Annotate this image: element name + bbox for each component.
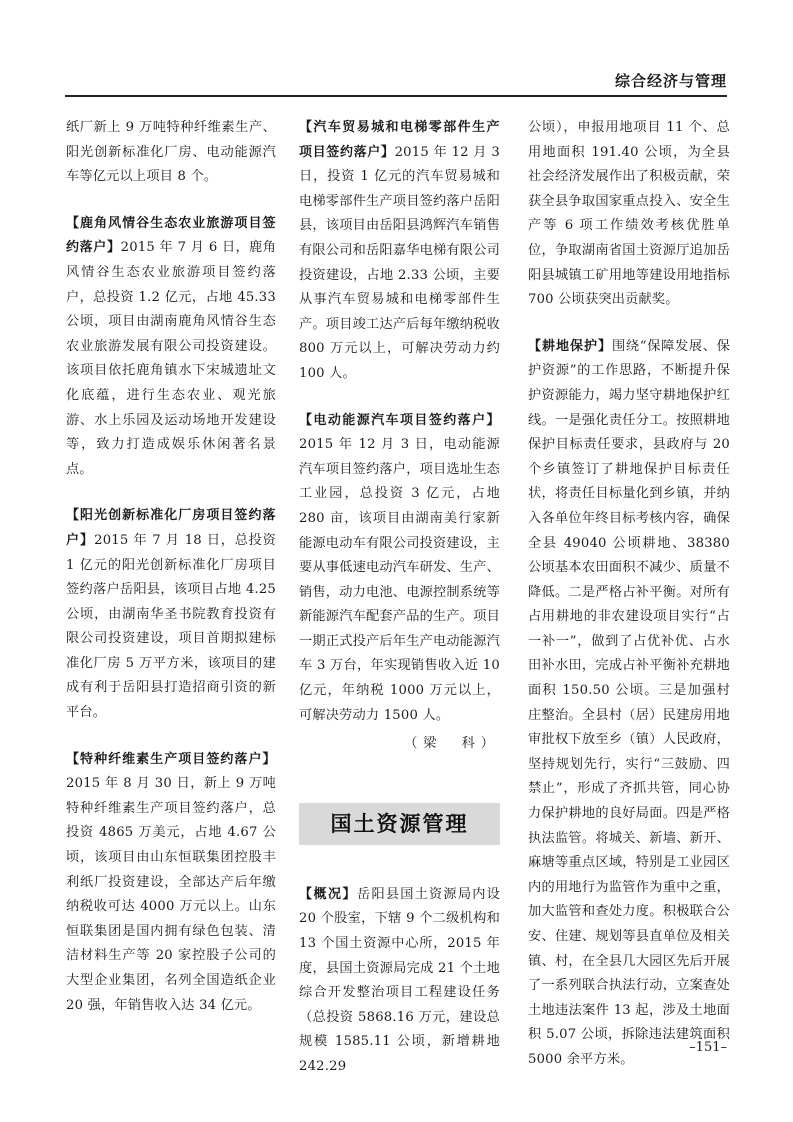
article-sunshine-factory [66, 504, 276, 725]
paragraph-continued: 纸厂新上 9 万吨特种纤维素生产、阳光创新标准化厂房、电动能源汽车等亿元以上项目 8 个。 [66, 120, 276, 185]
article-auto-trade [299, 116, 500, 387]
article-title: 【阳光创新标准化厂房项目签约落户】 [66, 508, 276, 548]
article-title: 【汽车贸易城和电梯零部件生产项目签约落户】 [299, 120, 500, 160]
article-text: 2015 年 7 月 6 日，鹿角风情谷生态农业旅游项目签约落户，总投资 1.2 亿元，占地 45.33 公顷，项目由湖南鹿角风情谷生态农业旅游发展有限公司投资建设。该项目依托鹿角镇水下宋城遗址文化底蕴，进行生态农业、观光旅游、水上乐园及运动场地开发建设等，致力打造成娱乐休闲著名景点。 [66, 240, 276, 477]
article-title: 【概况】 [299, 886, 358, 902]
article-overview [299, 883, 500, 1080]
page-number: –151– [689, 1040, 727, 1055]
article-text: 2015 年 12 月 3 日，电动能源汽车项目签约落户，项目选址生态工业园，总投资 3 亿元，占地 280 亩，该项目由湖南美行家新能源电动车有限公司投资建设，主要从事低速电动汽车研发、生产、销售，动力电池、电源控制系统等新能源汽车配套产品的生产。项目一期正式投产后年生产电动能源汽车 3 万台，年实现销售收入近 10 亿元，年纳税 1000 万元以上，可解决劳动力 1500 人。 [299, 437, 500, 723]
article-cellulose [66, 748, 276, 1019]
section-banner: 国土资源管理 [299, 803, 500, 845]
article-text: 2015 年 8 月 30 日，新上 9 万吨特种纤维素生产项目签约落户，总投资 4865 万美元，占地 4.67 公顷，该项目由山东恒联集团控股丰利纸厂投资建设，全部达产后年缴纳税收可达 4000 万元以上。山东恒联集团是国内拥有绿色包装、清洁材料生产等 20 家控股子公司的大型企业集团，名列全国造纸企业 20 强，年销售收入达 34 亿元。 [66, 776, 276, 1013]
article-title: 【电动能源汽车项目签约落户】 [299, 412, 500, 428]
article-text: 2015 年 7 月 18 日，总投资 1 亿元的阳光创新标准化厂房项目签约落户岳阳县，该项目占地 4.25 公顷，由湖南华圣书院教育投资有限公司投资建设，项目首期拟建标准化厂房 5 万平方米，该项目的建成有利于岳阳县打造招商引资的新平台。 [66, 532, 276, 721]
article-text: 2015 年 12 月 3 日，投资 1 亿元的汽车贸易城和电梯零部件生产项目签约落户岳阳县，该项目由岳阳县鸿辉汽车销售有限公司和岳阳嘉华电梯有限公司投资建设，占地 2.33 公顷，主要从事汽车贸易城和电梯零部件生产。项目竣工达产后每年缴纳税收 800 万元以上，可解决劳动力约 100 人。 [299, 144, 500, 381]
section-title: 综合经济与管理 [614, 72, 727, 90]
article-title: 【鹿角风情谷生态农业旅游项目签约落户】 [66, 215, 276, 256]
column-1 [66, 116, 276, 1018]
article-deer-horn [66, 212, 276, 483]
article-electric-vehicle [299, 409, 500, 729]
article-title: 【特种纤维素生产项目签约落户】 [66, 751, 276, 767]
column-3 [528, 116, 730, 1073]
article-title: 【耕地保护】 [528, 338, 612, 354]
article-text: 岳阳县国土资源局内设 20 个股室，下辖 9 个二级机构和 13 个国土资源中心所，2015 年度，县国土资源局完成 21 个土地综合开发整治项目工程建设任务（总投资 5868.16 万元，建设总规模 1585.11 公顷，新增耕地 242.29 [299, 886, 500, 1074]
author-credit: （梁 科） [404, 736, 500, 752]
column-2 [299, 116, 500, 1080]
article-text: 围绕“保障发展、保护资源”的工作思路，不断提升保护资源能力，竭力坚守耕地保护红线。一是强化责任分工。按照耕地保护目标责任要求，县政府与 20 个乡镇签订了耕地保护目标责任状，将责任目标量化到乡镇，并纳入各单位年终目标考核内容，确保全县 49040 公顷耕地、38380 公顷基本农田面积不减少、质量不降低。二是严格占补平衡。对所有占用耕地的非农建设项目实行“占一补一”，做到了占优补优、占水田补水田，完成占补平衡补充耕地面积 150.50 公顷。三是加强村庄整治。全县村（居）民建房用地审批权下放至乡（镇）人民政府，坚持规划先行，实行“三鼓励、四禁止”，形成了齐抓共管，同心协力保护耕地的良好局面。四是严格执法监管。将城关、新墙、新开、麻塘等重点区域，特别是工业园区内的用地行为监管作为重中之重，加大监管和查处力度。积极联合公安、住建、规划等县直单位及相关镇、村，在全县几大园区先后开展了一系列联合执法行动，立案查处土地违法案件 13 起，涉及土地面积 5.07 公顷，拆除违法建筑面积 5000 余平方米。 [528, 338, 730, 1067]
article-farmland-protection [528, 335, 730, 1073]
header-rule [65, 95, 727, 97]
paragraph-continued: 公顷），申报用地项目 11 个、总用地面积 191.40 公顷，为全县社会经济发展作出了积极贡献，荣获全县争取国家重点投入、安全生产等 6 项工作绩效考核优胜单位，争取湖南省国土资源厅追加岳阳县城镇工矿用地等建设用地指标 700 公顷获突出贡献奖。 [528, 120, 730, 308]
